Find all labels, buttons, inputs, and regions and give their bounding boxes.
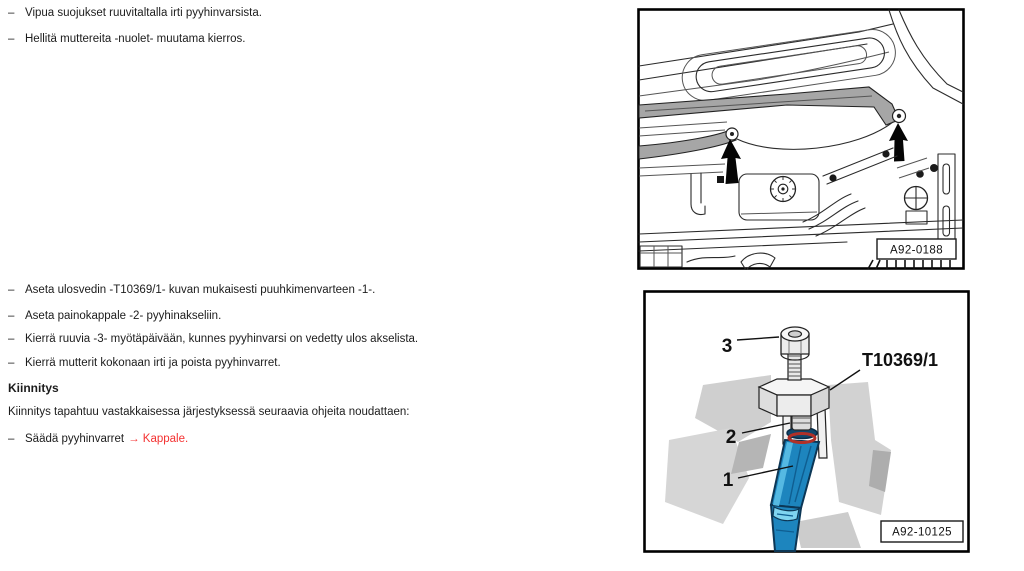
figure-label-box [881,521,963,542]
callout-3: 3 [721,336,733,357]
instruction-text: Aseta ulosvedin -T10369/1- kuvan mukaisesti puuhkimenvarteen -1-. [25,284,376,296]
instruction-text: Kierrä ruuvia -3- myötäpäivään, kunnes pyyhinvarsi on vedetty ulos akselista. [25,333,419,345]
figure-label: A92-10125 [892,526,952,539]
figure-puller-tool [643,290,970,553]
bullet-dash: – [8,7,15,19]
instruction-item [8,310,221,322]
section-heading: Kiinnitys [8,381,59,395]
instruction-item [8,433,188,445]
callout-2: 2 [725,427,737,448]
instruction-item [8,284,375,296]
instruction-item [8,357,281,369]
chapter-reference-link[interactable]: → Kappale. [128,433,189,445]
figure-engine-bay [637,8,965,270]
bullet-dash: – [8,33,15,45]
instruction-item [8,333,418,345]
figure-label: A92-0188 [889,244,944,257]
instruction-text: Vipua suojukset ruuvitaltalla irti pyyhinvarsista. [25,7,262,19]
bullet-dash: – [8,433,15,445]
instruction-text: Säädä pyyhinvarret [25,433,125,445]
instruction-text: Hellitä muttereita -nuolet- muutama kierros. [25,33,246,45]
tool-code-label: T10369/1 [862,350,939,370]
reservoir-cap [771,177,796,202]
instruction-text: Kierrä mutterit kokonaan irti ja poista pyyhinvarret. [25,357,281,369]
figure-label-box [877,239,956,259]
instruction-text: Aseta painokappale -2- pyyhinakseliin. [25,310,222,322]
puller-hex-body [759,379,829,416]
instruction-item [8,33,246,45]
bullet-dash: – [8,284,15,296]
callout-1: 1 [722,470,734,491]
section-intro: Kiinnitys tapahtuu vastakkaisessa järjestyksessä seuraavia ohjeita noudattaen: [8,406,410,418]
bullet-dash: – [8,310,15,322]
bullet-dash: – [8,357,15,369]
bullet-dash: – [8,333,15,345]
instruction-item [8,7,262,19]
hex-socket [789,331,802,337]
